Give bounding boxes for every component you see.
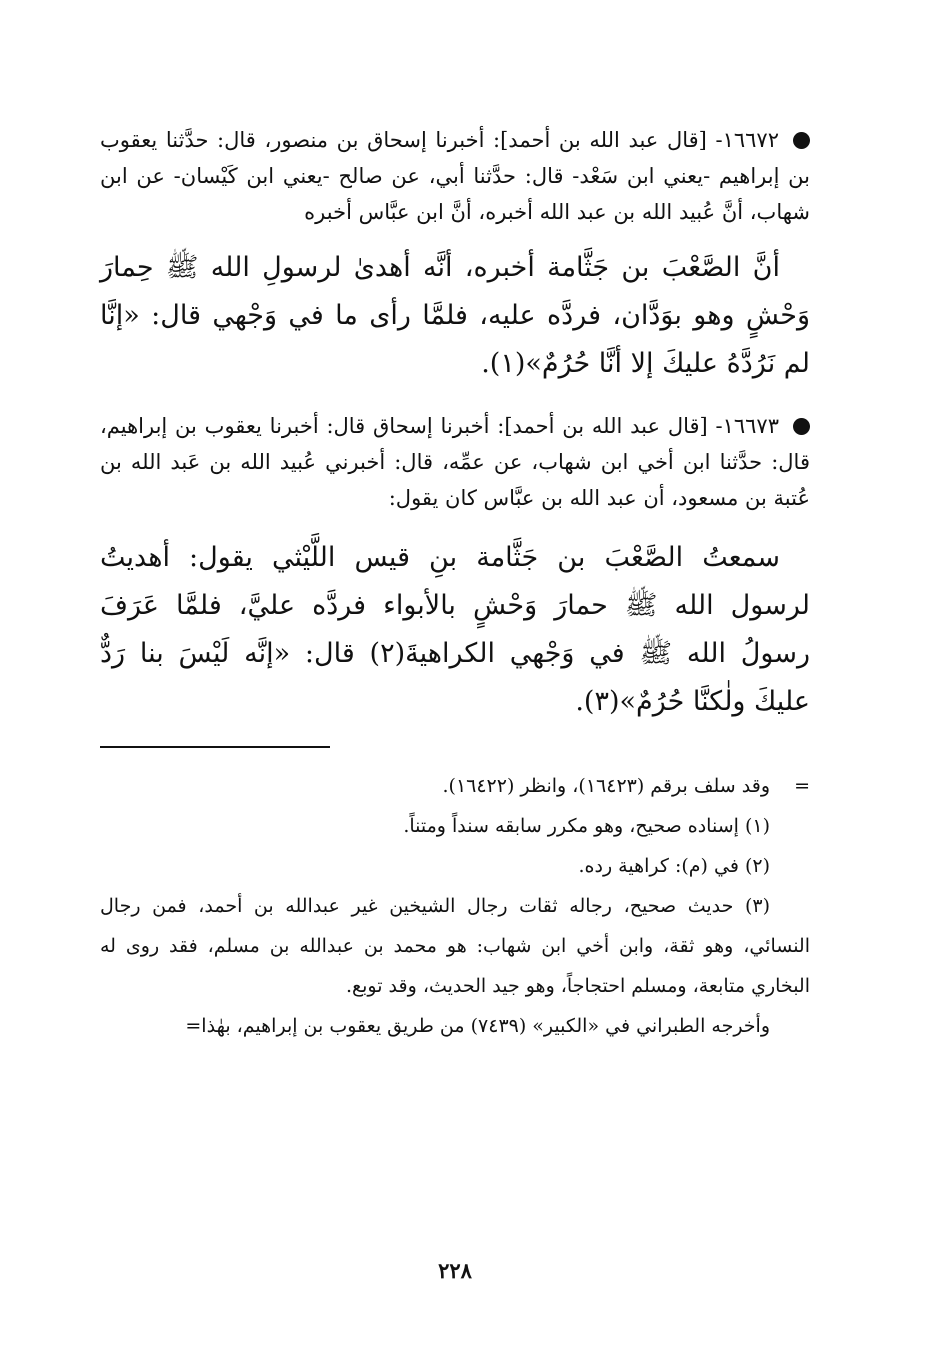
footnote-3-continuation: وأخرجه الطبراني في «الكبير» (٧٤٣٩) من طريق يعقوب بن إبراهيم، بهٰذا= xyxy=(185,1015,770,1037)
hadith-1-matn: أنَّ الصَّعْبَ بن جَثَّامة أخبره، أنَّه أهدىٰ لرسولِ الله ﷺ حِمارَ وَحْشٍ وهو بوَدَّان، فردَّه عليه، فلمَّا رأى ما في وَجْهي قال: «إنَّا لم نَرُدَّهُ عليكَ إلا أنَّا حُرُمٌ»(١). xyxy=(100,252,810,379)
page-number: ٢٢٨ xyxy=(438,1258,472,1283)
footnote-continuation-text: وقد سلف برقم (١٦٤٢٣)، وانظر (١٦٤٢٢). xyxy=(442,775,770,797)
hadith-2-isnad xyxy=(100,408,810,516)
footnote-2: (٢) في (م): كراهية رده. xyxy=(578,855,770,877)
footnote-1: (١) إسناده صحيح، وهو مكرر سابقه سنداً ومتناً. xyxy=(403,815,770,837)
document-page xyxy=(100,112,810,1342)
continuation-mark: = xyxy=(794,775,810,797)
hadith-2-matn: سمعتُ الصَّعْبَ بن جَثَّامة بنِ قيس اللَّيْثي يقول: أهديتُ لرسول الله ﷺ حمارَ وَحْشٍ بالأبواء فردَّه عليَّ، فلمَّا عَرَفَ رسولُ الله ﷺ في وَجْهي الكراهيةَ(٢) قال: «إنَّه لَيْسَ بنا رَدٌّ عليكَ ولٰكنَّا حُرُمٌ»(٣). xyxy=(100,542,810,717)
footnote-continuation xyxy=(100,766,810,806)
footnote-3: (٣) حديث صحيح، رجاله ثقات رجال الشيخين غير عبدالله بن أحمد، فمن رجال النسائي، وهو ثقة، وابن أخي ابن شهاب: هو محمد بن عبدالله بن مسلم، فقد روى له البخاري متابعة، ومسلم احتجاجاً، وهو جيد الحديث، وقد توبع. xyxy=(100,895,810,997)
bullet-icon xyxy=(793,132,810,149)
footnote-divider xyxy=(100,746,330,748)
bullet-icon xyxy=(793,418,810,435)
hadith-1-isnad-text: ١٦٦٧٢- [قال عبد الله بن أحمد]: أخبرنا إسحاق بن منصور، قال: حدَّثنا يعقوب بن إبراهيم -يعني ابن سَعْد- قال: حدَّثنا أبي، عن صالح -يعني ابن كَيْسان- عن ابن شهاب، أنَّ عُبيد الله بن عبد الله أخبره، أنَّ ابن عبَّاس أخبره xyxy=(100,128,810,224)
hadith-2-isnad-text: ١٦٦٧٣- [قال عبد الله بن أحمد]: أخبرنا إسحاق قال: أخبرنا يعقوب بن إبراهيم، قال: حدَّثنا ابن أخي ابن شهاب، عن عمِّه، قال: أخبرني عُبيد الله بن عَبد الله بن عُتبة بن مسعود، أن عبد الله بن عبَّاس كان يقول: xyxy=(100,414,810,510)
hadith-1-isnad xyxy=(100,122,810,230)
footnotes xyxy=(100,766,810,1046)
